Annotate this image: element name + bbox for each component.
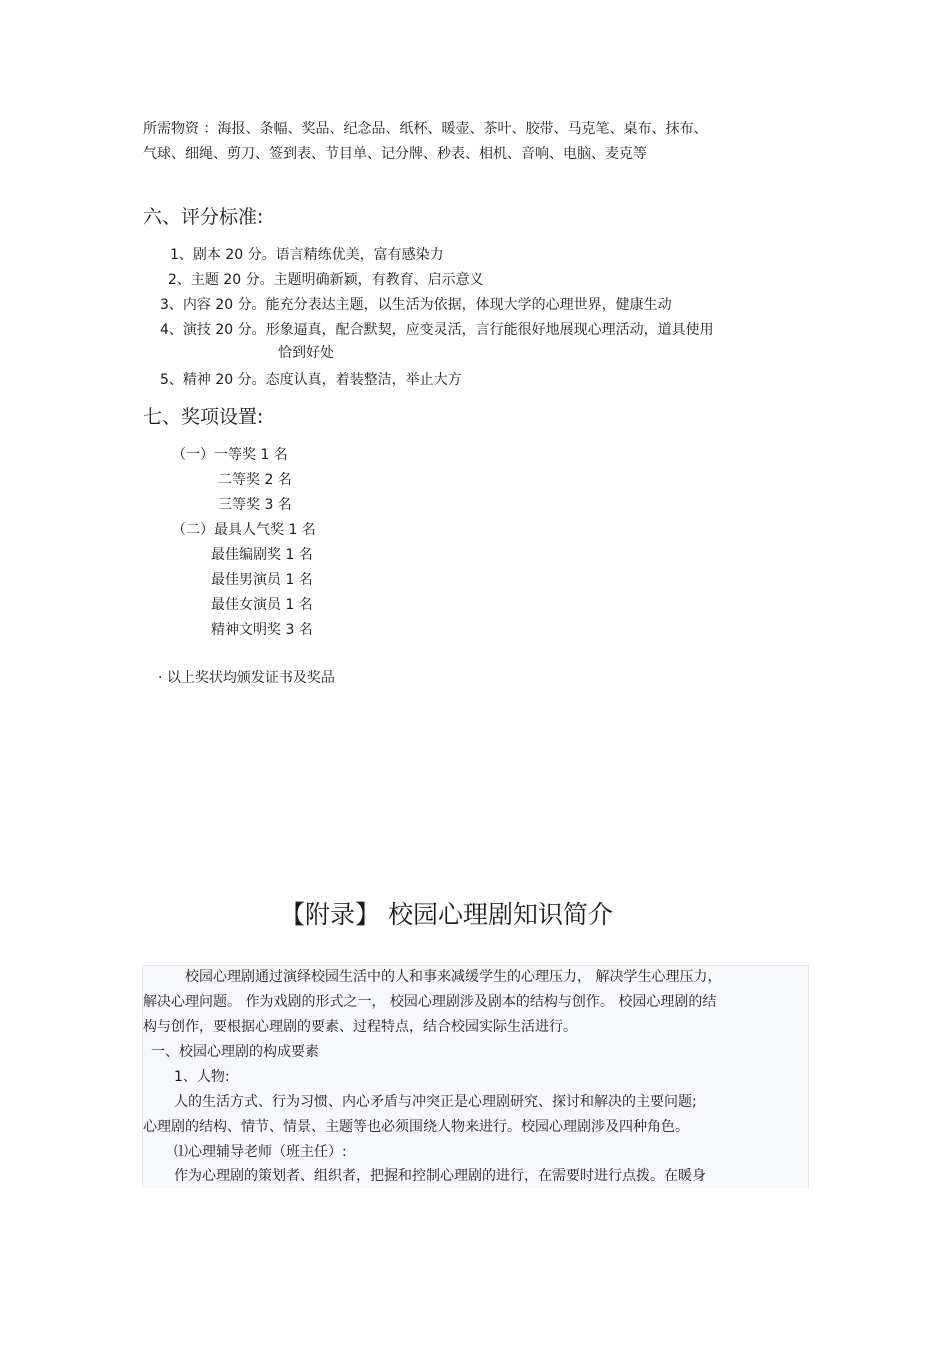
- appendix-line-7: 心理剧的结构、情节、情景、主题等也必须围绕人物来进行。校园心理剧涉及四种角色。: [143, 1119, 689, 1135]
- appendix-line-1: 校园心理剧通过演绎校园生活中的人和事来减缓学生的心理压力， 解决学生心理压力，: [185, 969, 722, 985]
- award-first-prize: （一）一等奖 1 名: [172, 447, 288, 463]
- appendix-line-3: 构与创作，要根据心理剧的要素、过程特点，结合校园实际生活进行。: [143, 1019, 577, 1035]
- scoring-item-4: 4、演技 20 分。形象逼真，配合默契，应变灵活，言行能很好地展现心理活动，道具使用: [160, 322, 714, 338]
- award-most-popular: （二）最具人气奖 1 名: [172, 522, 316, 538]
- award-best-actor: 最佳男演员 1 名: [211, 572, 313, 588]
- award-second-prize: 二等奖 2 名: [218, 472, 292, 488]
- scoring-heading: 六、评分标准:: [143, 206, 264, 228]
- scoring-item-4-continued: 恰到好处: [278, 345, 334, 361]
- appendix-line-6: 人的生活方式、行为习惯、内心矛盾与冲突正是心理剧研究、探讨和解决的主要问题;: [174, 1094, 697, 1110]
- appendix-line-9: 作为心理剧的策划者、组织者，把握和控制心理剧的进行，在需要时进行点拨。在暖身: [174, 1168, 706, 1184]
- appendix-subheading-characters: 1、人物:: [174, 1069, 230, 1085]
- awards-note: · 以上奖状均颁发证书及奖品: [158, 670, 335, 686]
- scoring-item-5: 5、精神 20 分。态度认真，着装整洁，举止大方: [160, 372, 462, 388]
- award-spirit: 精神文明奖 3 名: [211, 622, 313, 638]
- award-third-prize: 三等奖 3 名: [218, 497, 292, 513]
- award-best-actress: 最佳女演员 1 名: [211, 597, 313, 613]
- scoring-item-2: 2、主题 20 分。主题明确新颖，有教育、启示意义: [168, 272, 484, 288]
- appendix-title: 【附录】 校园心理剧知识简介: [280, 900, 613, 929]
- awards-heading: 七、奖项设置:: [143, 406, 264, 428]
- appendix-role-heading: ⑴心理辅导老师（班主任）:: [174, 1144, 347, 1160]
- appendix-line-2: 解决心理问题。 作为戏剧的形式之一， 校园心理剧涉及剧本的结构与创作。 校园心理剧的结: [143, 994, 717, 1010]
- materials-line-2: 气球、细绳、剪刀、签到表、节目单、记分牌、秒表、相机、音响、电脑、麦克等: [143, 146, 647, 162]
- scoring-item-1: 1、剧本 20 分。语言精练优美，富有感染力: [170, 247, 444, 263]
- appendix-section-heading: 一、校园心理剧的构成要素: [151, 1044, 319, 1060]
- materials-line-1: 所需物资 ：海报、条幅、奖品、纪念品、纸杯、暖壶、茶叶、胶带、马克笔、桌布、抹布、: [143, 121, 708, 137]
- award-best-script: 最佳编剧奖 1 名: [211, 547, 313, 563]
- scoring-item-3: 3、内容 20 分。能充分表达主题，以生活为依据，体现大学的心理世界，健康生动: [160, 297, 672, 313]
